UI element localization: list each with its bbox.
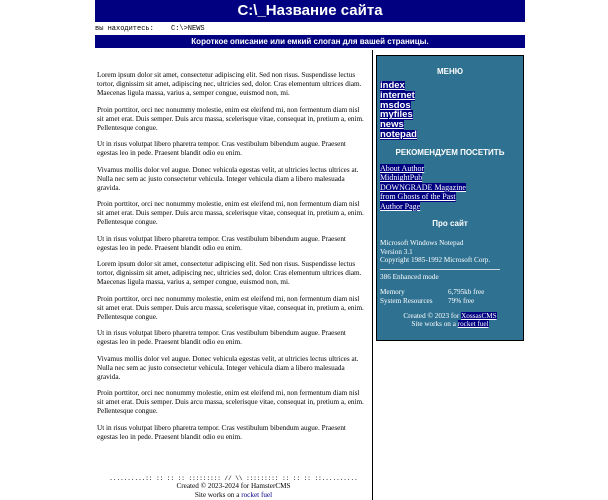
- page-footer: [95, 475, 372, 499]
- resources-block: [380, 288, 523, 305]
- menu-list: [380, 81, 523, 140]
- footer-works-text: Site works on a: [194, 490, 240, 499]
- breadcrumb: [95, 25, 525, 33]
- about-block: [380, 239, 523, 305]
- site-title: C:\_Название сайта: [95, 0, 525, 22]
- breadcrumb-path: C:\>NEWS: [171, 25, 205, 33]
- sidebar-created-text: Created © 2023 for: [403, 312, 460, 321]
- footer-works: [95, 491, 372, 500]
- recommend-title: РЕКОМЕНДУЕМ ПОСЕТИТЬ: [395, 147, 505, 157]
- menu-title: МЕНЮ: [436, 67, 464, 76]
- footer-rocket-fuel-link[interactable]: rocket fuel: [241, 490, 273, 499]
- breadcrumb-label: вы находитесь:: [95, 25, 154, 33]
- resources-value: 79% free: [448, 296, 475, 305]
- resources-row: [380, 297, 523, 305]
- recommend-link-downgrade[interactable]: DOWNGRADE Magazine: [380, 182, 466, 192]
- memory-row: [380, 288, 523, 296]
- about-line: Version 3.1: [380, 247, 413, 256]
- sidebar-created: [377, 312, 523, 320]
- memory-label: Memory: [380, 288, 405, 297]
- content-paragraph: Lorem ipsum dolor sit amet, consectetur adipiscing elit. Sed non risus. Suspendisse lectus tortor, dignissim sit amet, adipiscing nec, ultricies sed, dolor. Cras elementum ultrices diam. Maecenas ligula massa, varius a, semper congue, euismod non, mi.: [97, 260, 362, 286]
- recommend-link-ghosts[interactable]: from Ghosts of the Past: [380, 192, 456, 202]
- menu-item-news[interactable]: news: [380, 119, 404, 131]
- main-content: [97, 71, 365, 449]
- sidebar-rocket-fuel-link[interactable]: rocket fuel: [457, 320, 489, 329]
- sidebar: [376, 55, 524, 341]
- recommend-link-author-page[interactable]: Author Page: [380, 201, 421, 211]
- recommend-link-midnightpub[interactable]: MidnightPub: [380, 173, 423, 183]
- content-paragraph: Proin porttitor, orci nec nonummy molestie, enim est eleifend mi, non fermentum diam nisl sit amet erat. Duis semper. Duis arcu massa, scelerisque vitae, consequat in, pretium a, enim. Pellentesque congue.: [97, 294, 364, 321]
- menu-item-internet[interactable]: internet: [380, 89, 415, 101]
- content-paragraph: Proin porttitor, orci nec nonummy molestie, enim est eleifend mi, non fermentum diam nisl sit amet erat. Duis semper. Duis arcu massa, scelerisque vitae, consequat in, pretium a, enim. Pellentesque congue.: [97, 389, 364, 415]
- footer-decoration: ..........:: :: :: :: ::::::::: // \\ ::::::::: :: :: :: ::..........: [109, 475, 358, 482]
- sidebar-works-text: Site works on a: [411, 320, 456, 329]
- column-divider: [372, 50, 373, 500]
- about-line: Microsoft Windows Notepad: [380, 239, 464, 248]
- about-divider: [380, 269, 500, 270]
- menu-item-msdos[interactable]: msdos: [380, 99, 411, 111]
- content-paragraph: Vivamus mollis dolor vel augue. Donec vehicula egestas velit, at ultricies lectus ultrices at. Nulla nec sem ac justo consectetur vehicula. Integer vehicula diam a libero malesuada gravida.: [97, 354, 359, 381]
- content-paragraph: Proin porttitor, orci nec nonummy molestie, enim est eleifend mi, non fermentum diam nisl sit amet erat. Duis semper. Duis arcu massa, scelerisque vitae, consequat in, pretium a, enim. Pellentesque congue.: [97, 105, 364, 132]
- resources-label: System Resources: [380, 296, 433, 305]
- xossascms-link[interactable]: XossasCMS: [461, 312, 497, 321]
- content-paragraph: Ut in risus volutpat libero pharetra tempor. Cras vestibulum bibendum augue. Praesent egestas leo in pede. Praesent blandit odio eu enim.: [97, 140, 346, 157]
- site-slogan: Короткое описание или емкий слоган для вашей страницы.: [95, 35, 525, 48]
- content-paragraph: Lorem ipsum dolor sit amet, consectetur adipiscing elit. Sed non risus. Suspendisse lectus tortor, dignissim sit amet, adipiscing nec, ultricies sed, dolor. Cras elementum ultrices diam. Maecenas ligula massa, varius a, semper congue, euismod non, mi.: [97, 71, 362, 97]
- menu-item-notepad[interactable]: notepad: [380, 128, 417, 140]
- content-paragraph: Ut in risus volutpat libero pharetra tempor. Cras vestibulum bibendum augue. Praesent egestas leo in pede. Praesent blandit odio eu enim.: [97, 423, 346, 441]
- content-paragraph: Proin porttitor, orci nec nonummy molestie, enim est eleifend mi, non fermentum diam nisl sit amet erat. Duis semper. Duis arcu massa, scelerisque vitae, consequat in, pretium a, enim. Pellentesque congue.: [97, 200, 364, 226]
- content-paragraph: Ut in risus volutpat libero pharetra tempor. Cras vestibulum bibendum augue. Praesent egestas leo in pede. Praesent blandit odio eu enim.: [97, 329, 346, 346]
- menu-item-myfiles[interactable]: myfiles: [380, 109, 413, 121]
- footer-created: Created © 2023-2024 for HamsterCMS: [176, 482, 291, 490]
- mode-text: 386 Enhanced mode: [380, 273, 439, 282]
- menu-item-index[interactable]: index: [380, 80, 405, 91]
- sidebar-works: [377, 320, 523, 328]
- about-title: Про сайт: [432, 219, 468, 229]
- recommend-links: [380, 164, 523, 212]
- content-paragraph: Vivamus mollis dolor vel augue. Donec vehicula egestas velit, at ultricies lectus ultrices at. Nulla nec sem ac justo consectetur vehicula. Integer vehicula diam a libero malesuada gravida.: [97, 165, 359, 192]
- content-paragraph: Ut in risus volutpat libero pharetra tempor. Cras vestibulum bibendum augue. Praesent egestas leo in pede. Praesent blandit odio eu enim.: [97, 234, 346, 252]
- memory-value: 6,795kb free: [448, 288, 485, 297]
- recommend-link-about-author[interactable]: About Author: [380, 163, 425, 173]
- about-line: Copyright 1985-1992 Microsoft Corp.: [380, 255, 491, 264]
- sidebar-footer: [377, 312, 523, 329]
